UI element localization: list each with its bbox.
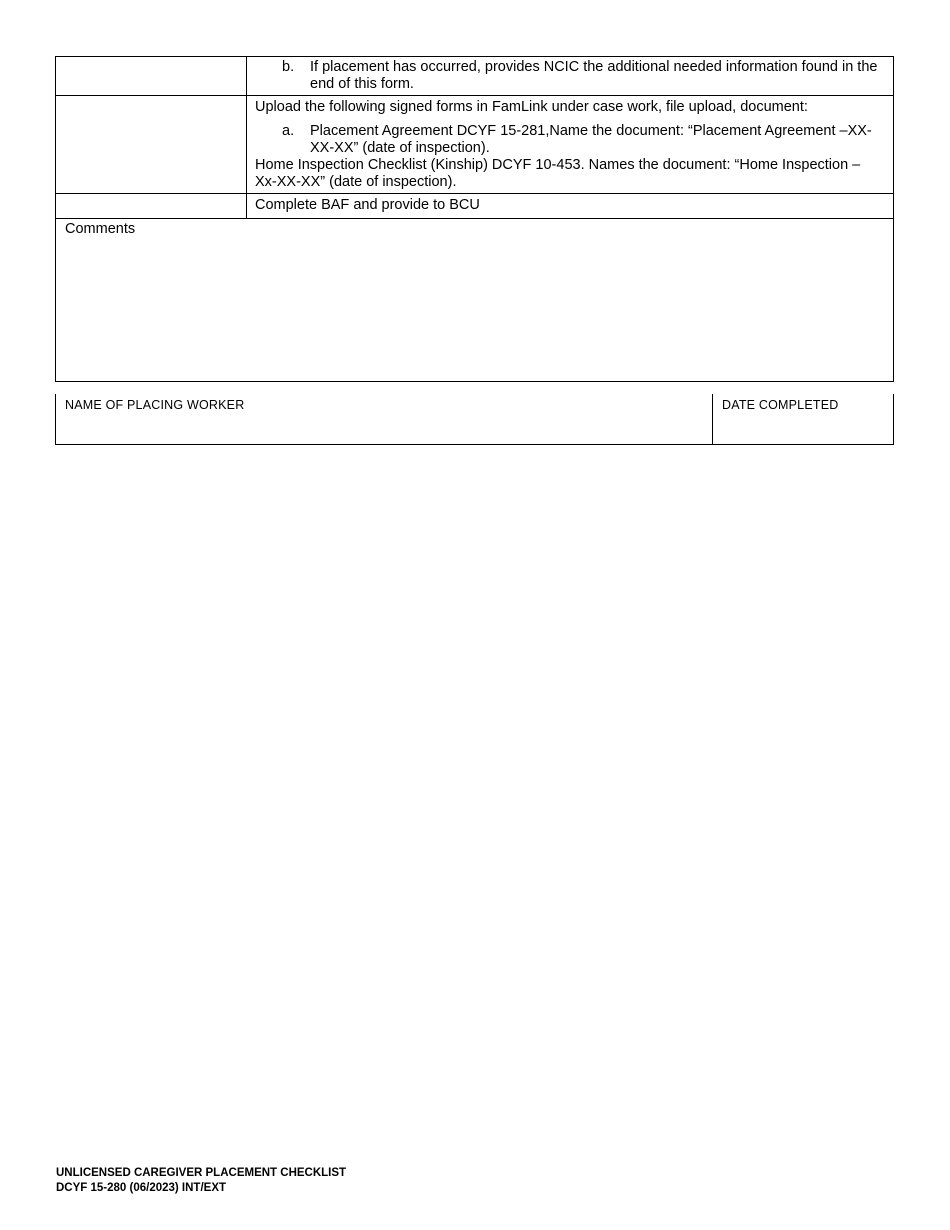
checkbox-cell[interactable] [56, 194, 247, 219]
item-letter: b. [282, 59, 295, 75]
table-row [56, 96, 894, 194]
table-row [56, 57, 894, 96]
placing-worker-name-field[interactable] [56, 394, 713, 445]
date-completed-field[interactable] [713, 394, 894, 445]
upload-intro-text: Upload the following signed forms in FamLink under case work, file upload, document: [255, 99, 808, 115]
placement-agreement-text: Placement Agreement DCYF 15-281,Name the document: “Placement Agreement –XX-XX-XX” (date of inspection). [310, 123, 872, 156]
ncic-info-text: If placement has occurred, provides NCIC the additional needed information found in the end of this form. [310, 59, 878, 92]
form-footer [56, 1166, 346, 1196]
ncic-info-cell [247, 57, 894, 96]
comments-field[interactable] [56, 219, 894, 382]
table-row [56, 394, 894, 445]
table-row [56, 219, 894, 382]
item-letter: a. [282, 123, 295, 139]
list-item [255, 123, 885, 157]
checkbox-cell[interactable] [56, 57, 247, 96]
baf-cell [247, 194, 894, 219]
signature-table [55, 394, 894, 445]
upload-forms-cell [247, 96, 894, 194]
baf-text: Complete BAF and provide to BCU [255, 197, 480, 213]
form-number: DCYF 15-280 (06/2023) INT/EXT [56, 1182, 227, 1194]
date-completed-label: DATE COMPLETED [722, 398, 839, 412]
comments-label: Comments [65, 221, 136, 237]
form-title: UNLICENSED CAREGIVER PLACEMENT CHECKLIST [56, 1167, 347, 1179]
table-row [56, 194, 894, 219]
list-item [255, 59, 885, 93]
checkbox-cell[interactable] [56, 96, 247, 194]
home-inspection-text: Home Inspection Checklist (Kinship) DCYF 10-453. Names the document: “Home Inspection – Xx-XX-XX” (date of inspection). [255, 157, 861, 190]
placing-worker-label: NAME OF PLACING WORKER [65, 398, 245, 412]
checklist-table [55, 56, 894, 382]
